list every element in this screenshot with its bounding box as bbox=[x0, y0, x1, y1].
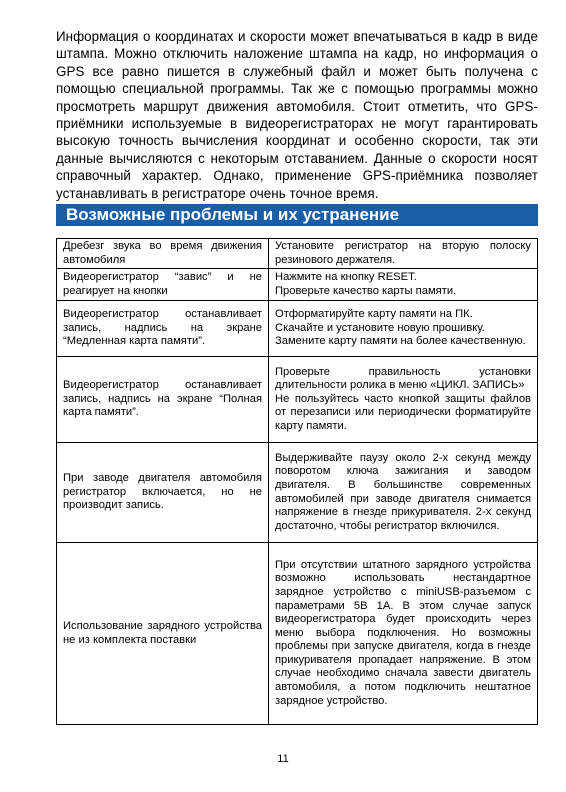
page-number: 11 bbox=[277, 753, 289, 765]
solution-cell bbox=[269, 357, 538, 443]
solution-text: Проверьте правильность установки длительности ролика в меню «ЦИКЛ. ЗАПИСЬ» bbox=[275, 365, 531, 392]
problem-cell: Дребезг звука во время движения автомобиля bbox=[57, 239, 269, 269]
section-heading: Возможные проблемы и их устранение bbox=[66, 205, 400, 224]
problem-cell: Использование зарядного устройства не из комплекта поставки bbox=[57, 543, 269, 725]
solution-text: При отсутствии штатного зарядного устройства возможно использовать нестандартное зарядное устройство с miniUSB-разъемом с параметрами 5В 1А. В этом случае запуск видеорегистратора будет происходить через меню выбора подключения. Но возможны проблемы при запуске двигателя, когда в гнезде прикуривателя пропадает напряжение. В этом случае необходимо сначала завести двигатель автомобиля, а потом подключить нештатное зарядное устройство. bbox=[275, 558, 531, 707]
table-row bbox=[57, 443, 538, 543]
solution-text: Не пользуйтесь часто кнопкой защиты файлов от перезаписи или периодически форматируйте карту памяти. bbox=[275, 392, 531, 432]
solution-text: Выдерживайте паузу около 2-х секунд между поворотом ключа зажигания и заводом двигателя. В большинстве современных автомобилей при заводе двигателя снимается напряжение в гнезде прикуривателя. 2-х секунд достаточно, чтобы регистратор включился. bbox=[275, 451, 531, 532]
table-row bbox=[57, 239, 538, 269]
solution-cell bbox=[269, 543, 538, 725]
table-row bbox=[57, 543, 538, 725]
problem-cell: При заводе двигателя автомобиля регистратор включается, но не производит запись. bbox=[57, 443, 269, 543]
solution-cell bbox=[269, 443, 538, 543]
solution-cell bbox=[269, 239, 538, 269]
section-heading-bar bbox=[56, 204, 538, 226]
solution-text: Отформатируйте карту памяти на ПК. bbox=[275, 308, 473, 321]
table-row bbox=[57, 301, 538, 357]
solution-cell bbox=[269, 301, 538, 357]
problem-cell: Видеорегистратор останавливает запись, надпись на экране “Медленная карта памяти”. bbox=[57, 301, 269, 357]
solution-text: Нажмите на кнопку RESET. bbox=[275, 270, 417, 283]
solution-cell bbox=[269, 269, 538, 301]
intro-paragraph: Информация о координатах и скорости может впечатываться в кадр в виде штампа. Можно отключить наложение штампа на кадр, но информация о GPS все равно пишется в служебный файл и может быть получена с помощью специальной программы. Так же с помощью программы можно просмотреть маршрут движения автомобиля. Стоит отметить, что GPS-приёмники используемые в видеорегистраторах не могут гарантировать высокую точность вычисления координат и особенно скорости, так эти данные вычисляются с некоторым отставанием. Данные о скорости носят справочный характер. Однако, применение GPS-приёмника позволяет устанавливать в регистраторе очень точное время. bbox=[56, 29, 538, 201]
table-row bbox=[57, 357, 538, 443]
solution-text: Проверьте качество карты памяти. bbox=[275, 284, 457, 297]
solution-text: Замените карту памяти на более качественную. bbox=[275, 335, 526, 348]
solution-text: Скачайте и установите новую прошивку. bbox=[275, 321, 485, 334]
table-row bbox=[57, 269, 538, 301]
solution-text: Установите регистратор на вторую полоску резинового держателя. bbox=[275, 239, 531, 266]
problem-cell: Видеорегистратор останавливает запись, надпись на экране “Полная карта памяти”. bbox=[57, 357, 269, 443]
troubleshooting-table bbox=[56, 238, 538, 725]
problem-cell: Видеорегистратор “завис” и не реагирует на кнопки bbox=[57, 269, 269, 301]
